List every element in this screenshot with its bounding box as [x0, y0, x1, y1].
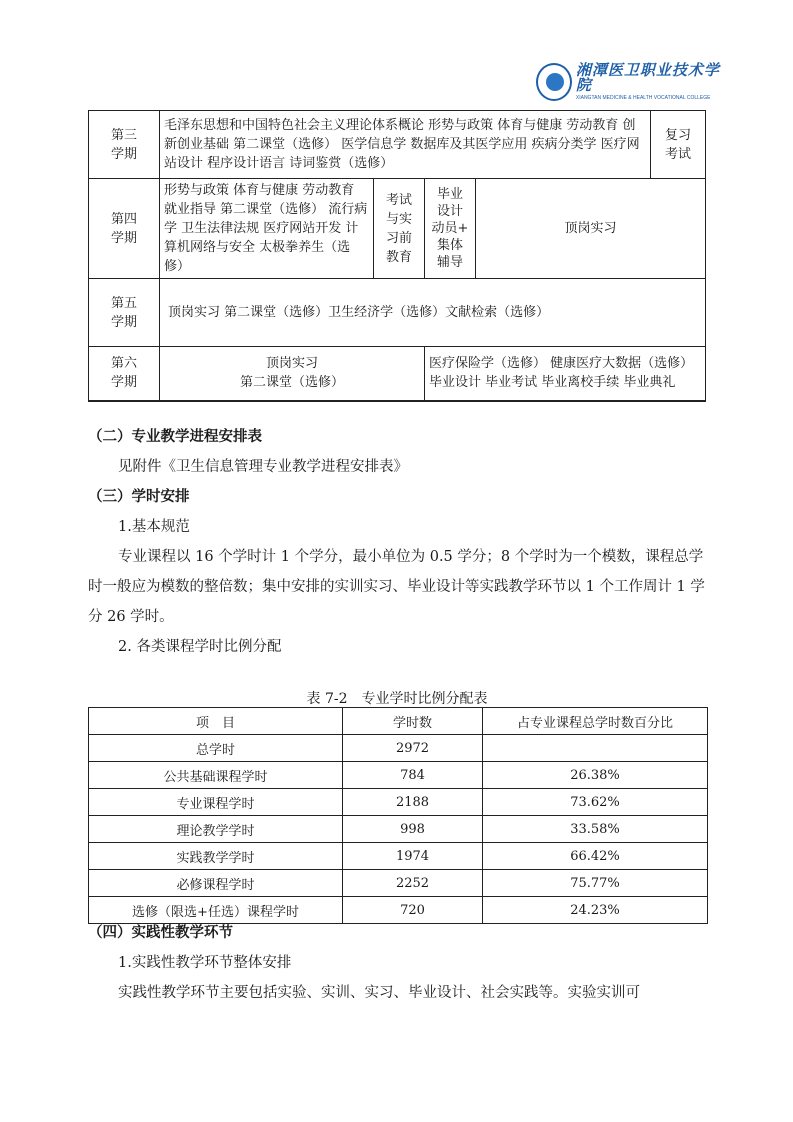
term4-courses: 形势与政策 体育与健康 劳动教育 就业指导 第二课堂（选修） 流行病学 卫生法律法规 医疗网站开发 计算机网络与安全 太极拳养生（选修） [160, 179, 374, 279]
table-row [89, 870, 708, 897]
term5-row [89, 279, 706, 347]
row-item: 理论教学学时 [89, 816, 343, 843]
table-row [89, 735, 708, 762]
row-item: 选修（限选+任选）课程学时 [89, 897, 343, 924]
term4-label: 第四 学期 [89, 179, 160, 279]
table-row [89, 816, 708, 843]
term4-mobilize: 毕业 设计 动员+ 集体 辅导 [425, 179, 476, 279]
section3-heading: （三）学时安排 [88, 488, 190, 505]
row-percent: 66.42% [483, 843, 708, 870]
row-item: 实践教学学时 [89, 843, 343, 870]
ratio-table [88, 707, 708, 924]
term5-courses: 顶岗实习 第二课堂（选修）卫生经济学（选修）文献检索（选修） [160, 279, 706, 347]
row-item: 公共基础课程学时 [89, 762, 343, 789]
section4-sub1: 1.实践性教学环节整体安排 [118, 955, 292, 971]
term6-label: 第六 学期 [89, 347, 160, 401]
row-percent: 75.77% [483, 870, 708, 897]
term6-row [89, 347, 706, 401]
college-seal-icon [536, 63, 572, 101]
section2-text: 见附件《卫生信息管理专业教学进程安排表》 [118, 459, 408, 475]
term6-left: 顶岗实习 第二课堂（选修） [160, 347, 425, 401]
term3-exam: 复习 考试 [651, 111, 706, 179]
term5-label: 第五 学期 [89, 279, 160, 347]
ratio-table-caption: 表 7-2 专业学时比例分配表 [306, 691, 488, 707]
row-item: 总学时 [89, 735, 343, 762]
table-row [89, 843, 708, 870]
college-name: 湘潭医卫职业技术学院 [575, 61, 720, 94]
row-hours: 2972 [343, 735, 483, 762]
row-hours: 720 [343, 897, 483, 924]
row-hours: 2252 [343, 870, 483, 897]
row-hours: 784 [343, 762, 483, 789]
section4 [88, 918, 708, 1008]
header-item: 项 目 [89, 708, 343, 735]
header-hours: 学时数 [343, 708, 483, 735]
row-percent: 33.58% [483, 816, 708, 843]
table-row [89, 789, 708, 816]
row-item: 专业课程学时 [89, 789, 343, 816]
section3-sub2: 2. 各类课程学时比例分配 [118, 639, 282, 655]
row-percent [483, 735, 708, 762]
college-name-en: XIANGTAN MEDICINE & HEALTH VOCATIONAL COLLEGE [575, 95, 711, 101]
section4-heading: （四）实践性教学环节 [88, 924, 233, 941]
term-plan-table [88, 110, 706, 402]
header-percent: 占专业课程总学时数百分比 [483, 708, 708, 735]
row-item: 必修课程学时 [89, 870, 343, 897]
term3-courses: 毛泽东思想和中国特色社会主义理论体系概论 形势与政策 体育与健康 劳动教育 创新创业基础 第二课堂（选修） 医学信息学 数据库及其医学应用 疾病分类学 医疗网站设计 程序设计语言 诗词鉴赏（选修） [160, 111, 651, 179]
section4-para1: 实践性教学环节主要包括实验、实训、实习、毕业设计、社会实践等。实验实训可 [118, 985, 640, 1001]
row-hours: 2188 [343, 789, 483, 816]
section3-sub1: 1.基本规范 [118, 519, 190, 535]
term3-label: 第三 学期 [89, 111, 160, 179]
row-percent: 73.62% [483, 789, 708, 816]
term3-row [89, 111, 706, 179]
college-logo [536, 62, 726, 102]
section2 [88, 422, 708, 662]
term4-intern: 顶岗实习 [476, 179, 706, 279]
row-percent: 26.38% [483, 762, 708, 789]
table-header-row [89, 708, 708, 735]
row-percent: 24.23% [483, 897, 708, 924]
term4-row [89, 179, 706, 279]
table-row [89, 762, 708, 789]
section2-heading: （二）专业教学进程安排表 [88, 428, 262, 445]
term6-right: 医疗保险学（选修） 健康医疗大数据（选修） 毕业设计 毕业考试 毕业离校手续 毕业典礼 [425, 347, 706, 401]
row-hours: 1974 [343, 843, 483, 870]
row-hours: 998 [343, 816, 483, 843]
term4-exam: 考试 与实 习前 教育 [374, 179, 425, 279]
section3-para1: 专业课程以 16 个学时计 1 个学分，最小单位为 0.5 学分；8 个学时为一个模数，课程总学时一般应为模数的整倍数；集中安排的实训实习、毕业设计等实践教学环节以 1 个工作周计 1 学分 26 学时。 [88, 549, 705, 625]
